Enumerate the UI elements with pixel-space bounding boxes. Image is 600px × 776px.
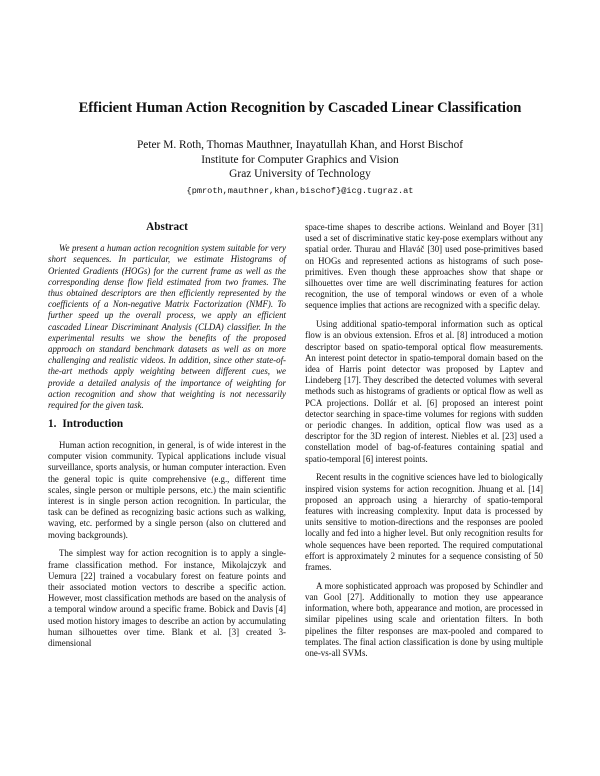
- intro-paragraph-2: The simplest way for action recognition is to apply a single-frame classification method. For instance, Mikolajczyk and Uemura [22] trained a vocabulary forest on feature points and their associated motion vectors to describe a specific action. However, most classification methods are based on the analysis of a temporal window around a specific frame. Bobick and Davis [4] used motion history images to describe an action by accumulating human silhouettes over time. Blank et al. [3] created 3-dimensional: [48, 548, 286, 649]
- author-names: Peter M. Roth, Thomas Mauthner, Inayatullah Khan, and Horst Bischof: [136, 139, 464, 151]
- intro-paragraph-1: Human action recognition, in general, is of wide interest in the computer vision community. Typical applications include visual surveillance, sports analysis, or human computer interaction. Even the general topic is quite comprehensive (e.g., different time scales, single person or multiple persons, etc.) the main scientific interest is in single person action recognition. In particular, the task can be defined as recognizing basic actions such as walking, waving, etc. performed by a single person (also on cluttered and moving backgrounds).: [48, 440, 286, 540]
- author-block: [0, 138, 600, 198]
- right-column: [305, 222, 543, 667]
- abstract-text: We present a human action recognition system suitable for very short sequences. In particular, we estimate Histograms of Oriented Gradients (HOGs) for the current frame as well as the corresponding dense flow field estimated from two frames. The thus obtained descriptors are then efficiently represented by the coefficients of a Non-negative Matrix Factorization (NMF). To further speed up the overall process, we apply an efficient cascaded Linear Discriminant Analysis (CLDA) classifier. In the experimental results we show the benefits of the proposed approach on standard benchmark datasets as well as on more challenging and realistic videos. In addition, since other state-of-the-art methods apply weighting between different cues, we provide a detailed analysis of the importance of weighting for action recognition and show that weighting is not necessarily required for the given task.: [48, 243, 286, 411]
- section-number: 1.: [48, 417, 57, 430]
- left-column: [48, 220, 286, 657]
- right-paragraph-1: space-time shapes to describe actions. Weinland and Boyer [31] used a set of discriminative static key-pose exemplars without any spatial order. Thurau and Hlaváč [30] used pose-primitives based on HOGs and represented actions as histograms of such pose-primitives. Even though these approaches show that shape or silhouettes over time are well discriminating features for action recognition, the use of temporal windows or even of a whole sequence implies that actions are recognized with a specific delay.: [305, 222, 543, 311]
- abstract-heading: Abstract: [146, 221, 188, 233]
- affiliation-university: Graz University of Technology: [229, 168, 371, 181]
- paper-title: Efficient Human Action Recognition by Cascaded Linear Classification: [78, 100, 522, 116]
- introduction-heading: [48, 419, 286, 430]
- right-paragraph-3: Recent results in the cognitive sciences have led to biologically inspired vision systems for action recognition. Jhuang et al. [14] proposed an approach using a hierarchy of spatio-temporal features with increasing complexity. Input data is processed by units sensitive to motion-directions and the responses are pooled locally and fed into a higher level. But only recognition results for whole sequences have been reported. The required computational effort is approximately 2 minutes for a sequence consisting of 50 frames.: [305, 472, 543, 573]
- section-title-text: Introduction: [62, 417, 124, 430]
- right-paragraph-4: A more sophisticated approach was proposed by Schindler and van Gool [27]. Additionally to motion they use appearance information, where both, appearance and motion, are processed in similar pipelines using scale and orientation filters. In both pipelines the filter responses are max-pooled and compared to templates. The final action classification is done by using multiple one-vs-all SVMs.: [305, 580, 543, 659]
- right-paragraph-2: Using additional spatio-temporal information such as optical flow is an obvious extension. Efros et al. [8] introduced a motion descriptor based on spatio-temporal optical flow measurements. An interest point detector in spatio-temporal domain based on the idea of Harris point detector was proposed by Laptev and Lindeberg [17]. They described the detected volumes with several methods such as histograms of gradients or optical flow as well as PCA projections. Dollár et al. [6] proposed an interest point detector searching in space-time volumes for regions with sudden or periodic changes. In addition, optical flow was used as a descriptor for the 3D region of interest. Niebles et al. [23] used a constellation model of bag-of-features containing spatial and spatio-temporal [6] interest points.: [305, 319, 543, 464]
- affiliation-institute: Institute for Computer Graphics and Vision: [201, 153, 399, 166]
- author-emails: {pmroth,mauthner,khan,bischof}@icg.tugraz.at: [186, 185, 414, 196]
